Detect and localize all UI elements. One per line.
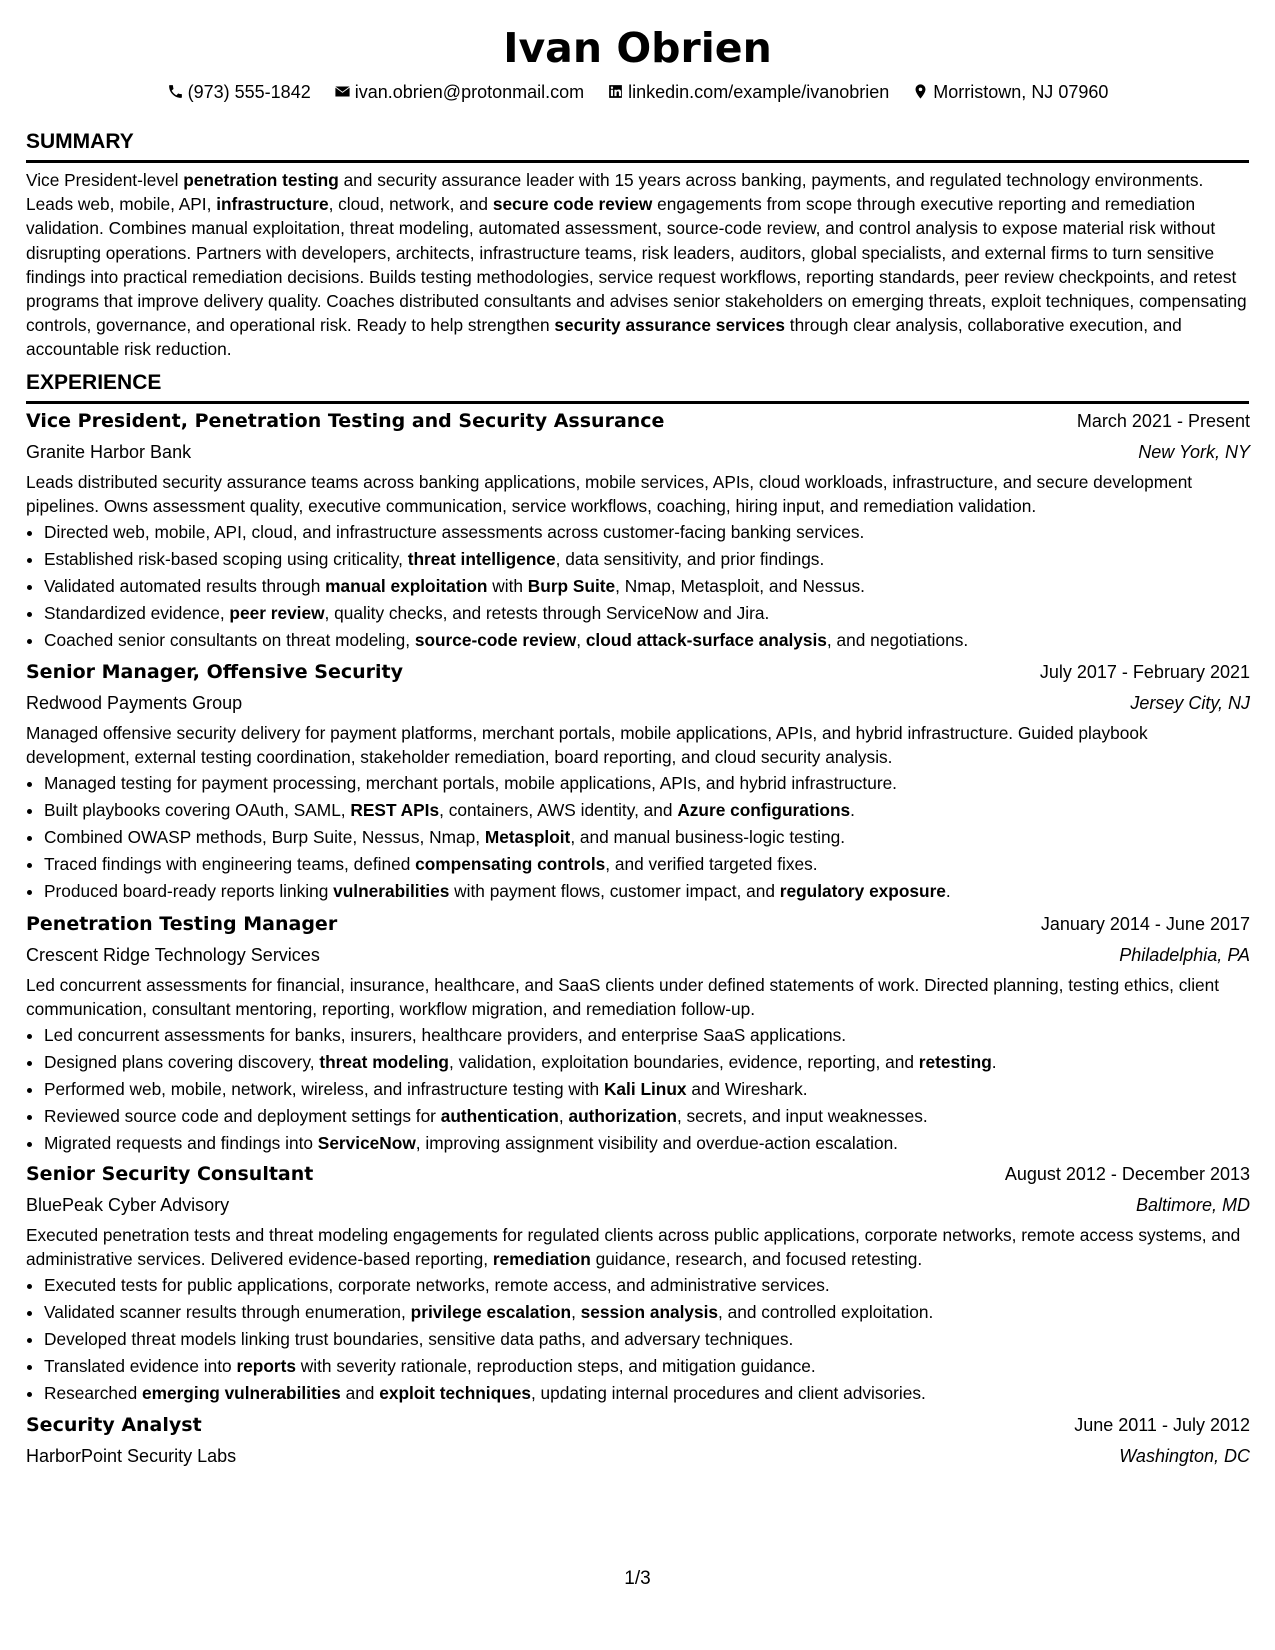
phone-icon <box>167 83 184 100</box>
contact-location <box>912 79 1108 105</box>
envelope-icon <box>334 83 351 100</box>
bold-keyword: manual exploitation <box>325 576 488 596</box>
job-dates: June 2011 - July 2012 <box>1074 1415 1250 1435</box>
bold-keyword: emerging vulnerabilities <box>141 1383 341 1403</box>
summary-text: Vice President-level penetration testing and security assurance leader with 15 years across banking, payments, and regulated technology environments. Leads web, mobile, API, infrastructure, cloud, network, and secure code review engagements from scope through executive reporting and remediation validation. Combines manual exploitation, threat modeling, automated assessment, source-code review, and control analysis to expose material risk without disrupting operations. Partners with developers, architects, infrastructure teams, risk leaders, auditors, global specialists, and external firms to turn sensitive findings into practical remediation decisions. Builds testing methodologies, service request workflows, reporting standards, peer review checkpoints, and retest programs that improve delivery quality. Coaches distributed consultants and advises senior stakeholders on emerging threats, exploit techniques, compensating controls, governance, and operational risk. Ready to help strengthen security assurance services through clear analysis, collaborative execution, and accountable risk reduction. <box>26 170 1247 360</box>
job-bullets <box>26 519 1250 654</box>
job-dates: August 2012 - December 2013 <box>1004 1164 1250 1184</box>
job-dates: January 2014 - June 2017 <box>1040 914 1250 934</box>
job-entry <box>26 1410 1250 1472</box>
job-bullets <box>26 770 1250 905</box>
job-company-row <box>26 1189 1250 1221</box>
job-header-row <box>26 1159 1250 1189</box>
job-dates: July 2017 - February 2021 <box>1039 662 1250 682</box>
bold-keyword: Kali Linux <box>603 1079 687 1099</box>
bullet-item: • Traced findings with engineering teams, defined compensating controls, and verified targeted fixes. <box>44 851 1250 878</box>
bold-keyword: privilege escalation <box>410 1302 572 1322</box>
bullet-item: • Performed web, mobile, network, wireless, and infrastructure testing with Kali Linux and Wireshark. <box>44 1076 1250 1103</box>
bold-keyword: Metasploit <box>484 827 571 847</box>
bullet-item: • Built playbooks covering OAuth, SAML, REST APIs, containers, AWS identity, and Azure configurations. <box>44 797 1250 824</box>
bullet-item: • Translated evidence into reports with severity rationale, reproduction steps, and mitigation guidance. <box>44 1353 1250 1380</box>
contact-linkedin-text: linkedin.com/example/ivanobrien <box>628 82 890 103</box>
job-entry <box>26 909 1250 1157</box>
bold-keyword: authentication <box>440 1106 559 1126</box>
bold-keyword: secure code review <box>492 194 653 215</box>
job-bullets <box>26 1022 1250 1157</box>
job-company: Crescent Ridge Technology Services <box>26 945 320 965</box>
contact-location-text: Morristown, NJ 07960 <box>933 82 1109 103</box>
bold-keyword: remediation <box>492 1249 591 1269</box>
job-company-row <box>26 687 1250 719</box>
bold-keyword: session analysis <box>580 1302 719 1322</box>
bold-keyword: ServiceNow <box>317 1133 416 1153</box>
page-number: 1/3 <box>624 1568 651 1589</box>
job-company: HarborPoint Security Labs <box>26 1446 237 1466</box>
job-header-row <box>26 406 1250 436</box>
job-bullets <box>26 1272 1250 1407</box>
bullet-item: • Coached senior consultants on threat modeling, source-code review, cloud attack-surface analysis, and negotiations. <box>44 627 1250 654</box>
job-location: Baltimore, MD <box>1135 1195 1250 1215</box>
contact-linkedin[interactable] <box>607 79 889 105</box>
bullet-item: • Produced board-ready reports linking vulnerabilities with payment flows, customer impact, and regulatory exposure. <box>44 878 1250 905</box>
bullet-item: • Managed testing for payment processing, merchant portals, mobile applications, APIs, and hybrid infrastructure. <box>44 770 1250 797</box>
bullet-item: • Established risk-based scoping using criticality, threat intelligence, data sensitivity, and prior findings. <box>44 546 1250 573</box>
contact-email[interactable] <box>334 79 584 105</box>
bullet-item: • Migrated requests and findings into ServiceNow, improving assignment visibility and overdue-action escalation. <box>44 1130 1250 1157</box>
bullet-item: • Standardized evidence, peer review, quality checks, and retests through ServiceNow and Jira. <box>44 600 1250 627</box>
job-entry <box>26 406 1250 654</box>
contact-bar <box>0 78 1275 105</box>
job-company: Redwood Payments Group <box>26 693 243 713</box>
job-location: Washington, DC <box>1119 1446 1250 1466</box>
bold-keyword: regulatory exposure <box>779 881 946 901</box>
linkedin-icon <box>607 83 624 100</box>
bold-keyword: exploit techniques <box>379 1383 531 1403</box>
job-company-row <box>26 436 1250 468</box>
bold-keyword: threat modeling <box>319 1052 449 1072</box>
bold-keyword: penetration testing <box>183 170 339 190</box>
job-company-row <box>26 939 1250 971</box>
map-pin-icon <box>912 83 929 100</box>
bold-keyword: Burp Suite <box>527 576 616 596</box>
bold-keyword: retesting <box>918 1052 992 1072</box>
bullet-item: • Researched emerging vulnerabilities and exploit techniques, updating internal procedures and client advisories. <box>44 1380 1250 1407</box>
bullet-item: • Led concurrent assessments for banks, insurers, healthcare providers, and enterprise SaaS applications. <box>44 1022 1250 1049</box>
job-title: Penetration Testing Manager <box>26 913 338 935</box>
bullet-item: • Combined OWASP methods, Burp Suite, Nessus, Nmap, Metasploit, and manual business-logic testing. <box>44 824 1250 851</box>
job-description: Executed penetration tests and threat modeling engagements for regulated clients across public applications, corporate networks, remote access systems, and administrative services. Delivered evidence-based reporting, remediation guidance, research, and focused retesting. <box>26 1225 1241 1269</box>
job-entry <box>26 657 1250 905</box>
job-location: Jersey City, NJ <box>1130 693 1250 713</box>
job-location: New York, NY <box>1138 442 1250 462</box>
bullet-item: • Validated scanner results through enumeration, privilege escalation, session analysis, and controlled exploitation. <box>44 1299 1250 1326</box>
job-dates: March 2021 - Present <box>1076 411 1250 431</box>
bold-keyword: authorization <box>568 1106 677 1126</box>
bold-keyword: compensating controls <box>415 854 606 874</box>
job-company: Granite Harbor Bank <box>26 442 192 462</box>
job-title: Vice President, Penetration Testing and Security Assurance <box>26 410 665 432</box>
job-entry <box>26 1159 1250 1407</box>
bullet-item: • Developed threat models linking trust boundaries, sensitive data paths, and adversary techniques. <box>44 1326 1250 1353</box>
job-company: BluePeak Cyber Advisory <box>26 1195 230 1215</box>
bullet-item: • Designed plans covering discovery, threat modeling, validation, exploitation boundaries, evidence, reporting, and retesting. <box>44 1049 1250 1076</box>
bold-keyword: reports <box>236 1356 296 1376</box>
bold-keyword: peer review <box>229 603 325 623</box>
contact-phone <box>167 79 311 105</box>
bold-keyword: security assurance services <box>554 315 785 336</box>
bold-keyword: infrastructure <box>216 194 329 215</box>
contact-phone-text: (973) 555-1842 <box>187 82 311 103</box>
bold-keyword: Azure configurations <box>677 800 851 820</box>
job-header-row <box>26 909 1250 939</box>
candidate-name: Ivan Obrien <box>503 24 772 72</box>
bold-keyword: threat intelligence <box>407 549 556 569</box>
job-location: Philadelphia, PA <box>1119 945 1250 965</box>
job-header-row <box>26 1410 1250 1440</box>
job-company-row <box>26 1440 1250 1472</box>
bullet-item: • Executed tests for public applications, corporate networks, remote access, and administrative services. <box>44 1272 1250 1299</box>
job-description: Managed offensive security delivery for payment platforms, merchant portals, mobile applications, APIs, and hybrid infrastructure. Guided playbook development, external testing coordination, stakeholder remediation, board reporting, and cloud security analysis. <box>26 723 1148 767</box>
experience-heading: EXPERIENCE <box>26 369 1249 404</box>
contact-email-text: ivan.obrien@protonmail.com <box>354 82 585 103</box>
bold-keyword: vulnerabilities <box>333 881 450 901</box>
bold-keyword: REST APIs <box>350 800 440 820</box>
job-description: Led concurrent assessments for financial, insurance, healthcare, and SaaS clients under defined statements of work. Directed planning, testing ethics, client communication, consultant mentoring, reporting, workflow migration, and remediation follow-up. <box>26 975 1220 1019</box>
job-header-row <box>26 657 1250 687</box>
job-title: Security Analyst <box>26 1414 202 1436</box>
bullet-item: • Reviewed source code and deployment settings for authentication, authorization, secrets, and input weaknesses. <box>44 1103 1250 1130</box>
job-title: Senior Manager, Offensive Security <box>26 661 403 683</box>
bold-keyword: source-code review <box>414 630 577 650</box>
summary-heading: SUMMARY <box>26 128 1249 163</box>
bold-keyword: cloud attack-surface analysis <box>585 630 827 650</box>
bullet-item: • Validated automated results through manual exploitation with Burp Suite, Nmap, Metasploit, and Nessus. <box>44 573 1250 600</box>
bullet-item: • Directed web, mobile, API, cloud, and infrastructure assessments across customer-facing banking services. <box>44 519 1250 546</box>
job-title: Senior Security Consultant <box>26 1163 314 1185</box>
job-description: Leads distributed security assurance teams across banking applications, mobile services, APIs, cloud workloads, infrastructure, and secure development pipelines. Owns assessment quality, executive communication, service workflows, coaching, hiring input, and remediation validation. <box>26 472 1193 516</box>
